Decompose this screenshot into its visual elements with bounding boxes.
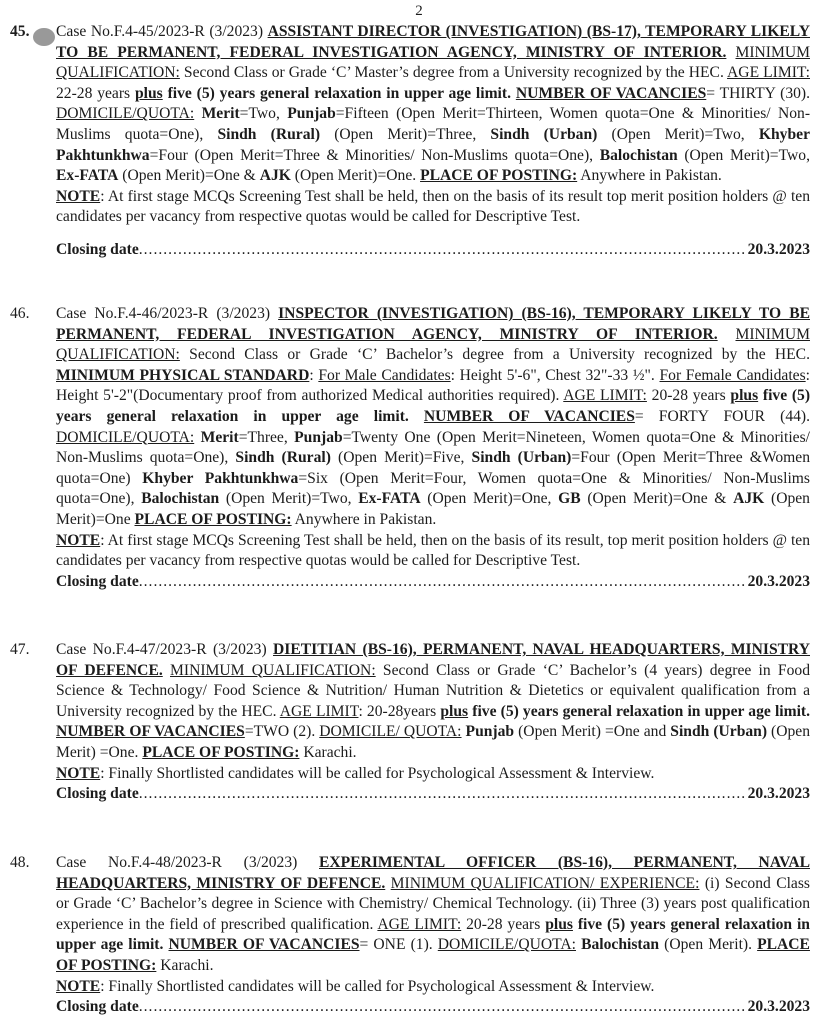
entry-body: Case No.F.4-46/2023-R (3/2023) INSPECTOR (INVESTIGATION) (BS-16), TEMPORARY LIKELY TO BE PERMANENT, FEDERAL INVESTIGATION AGENCY, MINISTRY OF INTERIOR. MINIMUM QUALIFICATION: Second Class or Grade ‘C’ Bachelor’s degree from a University recognized by the HEC. MINIMUM PHYSICAL STANDARD: For Male Candidates: Height 5'-6", Chest 32"-33 ½". For Female Candidates: Height 5'-2"(Documentary proof from authorized Medical authorities required). AGE LIMIT: 20-28 years plus five (5) years general relaxation in upper age limit. NUMBER OF VACANCIES= FORTY FOUR (44). DOMICILE/QUOTA: Merit=Three, Punjab=Twenty One (Open Merit=Nineteen, Women quota=One & Minorities/ Non-Muslims quota=One), Sindh (Rural) (Open Merit)=Five, Sindh (Urban)=Four (Open Merit=Three &Women quota=One) Khyber Pakhtunkhwa=Six (Open Merit=Four, Women quota=One & Minorities/ Non-Muslims quota=One), Balochistan (Open Merit)=Two, Ex-FATA (Open Merit)=One, GB (Open Merit)=One & AJK (Open Merit)=One PLACE OF POSTING: Anywhere in Pakistan. NOTE: At first stage MCQs Screening Test shall be held, then on the basis of its result, top merit position holders @ ten candidates per vacancy from respective quotas would be called for Descriptive Test. Closing date ..... 20.3.2023 <box>56 304 810 592</box>
qualification-label: MINIMUM QUALIFICATION: <box>170 661 376 679</box>
quota-detail: (Open Merit)=One & <box>118 167 260 185</box>
relaxation-text: five (5) years general relaxation in upper age limit. <box>56 915 810 954</box>
posting-text: Anywhere in Pakistan. <box>294 510 437 528</box>
plus-label: plus <box>545 915 573 933</box>
quota-region: Sindh (Urban) <box>490 125 598 143</box>
note-label: NOTE <box>56 531 101 549</box>
posting-label: PLACE OF POSTING: <box>56 936 810 974</box>
quota-region: Balochistan <box>141 490 220 508</box>
closing-date-line <box>56 997 810 1018</box>
entry-number: 46. <box>10 305 30 322</box>
age-limit-text: 20-28 years <box>466 915 541 933</box>
quota-detail: (Open Merit)=One, <box>420 490 559 508</box>
female-candidates-text: : Height 5'-2"(Documentary proof from authorized Medical authorities required). <box>56 366 810 405</box>
note-text: : At first stage MCQs Screening Test shall be held, then on the basis of its result top merit position holders @ ten candidates per vacancy from respective quotas would be called for Descriptive Test. <box>56 187 810 226</box>
domicile-label: DOMICILE/ QUOTA: <box>319 723 462 741</box>
domicile-label: DOMICILE/QUOTA: <box>56 428 195 446</box>
quota-region: Balochistan <box>581 936 660 954</box>
physical-standard-label: MINIMUM PHYSICAL STANDARD <box>56 366 310 384</box>
entry-47 <box>10 640 810 805</box>
closing-date-label: Closing date <box>56 572 139 590</box>
qualification-label: MINIMUM QUALIFICATION/ EXPERIENCE: <box>390 874 700 892</box>
note-text: : Finally Shortlisted candidates will be called for Psychological Assessment & Interview. <box>100 764 655 782</box>
quota-region: Sindh (Urban) <box>471 449 572 467</box>
vacancies-label: NUMBER OF VACANCIES <box>56 723 245 741</box>
quota-detail: (Open Merit)=Three, <box>320 125 491 143</box>
domicile-label: DOMICILE/QUOTA: <box>56 105 195 123</box>
quota-detail: =Four (Open Merit=Three &Women quota=One) <box>56 449 810 487</box>
quota-detail: (Open Merit)=Two, <box>219 490 359 508</box>
age-limit-label: AGE LIMIT: <box>563 387 647 405</box>
age-limit-label: AGE LIMIT <box>279 702 359 720</box>
closing-date-line <box>56 572 810 593</box>
quota-region: Merit <box>200 428 239 446</box>
quota-region: AJK <box>733 490 765 508</box>
quota-region: Merit <box>201 105 240 123</box>
posting-label: PLACE OF POSTING: <box>142 743 300 761</box>
quota-detail: (Open Merit)=Two, <box>597 125 759 143</box>
relaxation-text: five (5) years general relaxation in upper age limit. <box>56 387 811 425</box>
closing-date-label: Closing date <box>56 998 139 1016</box>
quota-detail: =Two, <box>239 105 288 123</box>
posting-text: Karachi. <box>303 743 357 761</box>
vacancies-text: = ONE (1). <box>359 936 433 954</box>
entry-body <box>56 853 810 1018</box>
entry-number: 47. <box>10 641 30 658</box>
plus-label: plus <box>730 387 759 405</box>
note-label: NOTE <box>56 977 101 995</box>
posting-label: PLACE OF POSTING: <box>134 510 292 528</box>
quota-region: Ex-FATA <box>56 167 119 185</box>
age-limit-text: 20-28 years <box>651 387 726 405</box>
age-limit-label: AGE LIMIT: <box>377 915 462 933</box>
post-title: EXPERIMENTAL OFFICER (BS-16), PERMANENT, NAVAL HEADQUARTERS, MINISTRY OF DEFENCE. <box>56 854 810 892</box>
plus-label: plus <box>440 702 469 720</box>
quota-detail: =Three, <box>238 428 295 446</box>
quota-detail: (Open Merit)=One & <box>580 490 734 508</box>
quota-region: GB <box>558 490 581 508</box>
case-number: Case No.F.4-45/2023-R (3/2023) <box>56 23 264 40</box>
plus-label: plus <box>134 84 163 102</box>
quota-region: Punjab <box>465 723 515 741</box>
note-text: : At first stage MCQs Screening Test shall be held, then on the basis of its result, top merit position holders @ ten candidates per vacancy from respective quotas would be called for Descriptive Test. <box>56 531 810 570</box>
note <box>56 187 810 228</box>
note-label: NOTE <box>56 764 101 782</box>
quota-region: Khyber Pakhtunkhwa <box>142 469 299 487</box>
posting-text: Karachi. <box>160 956 214 974</box>
entry-number: 48. <box>10 854 30 871</box>
quota-region: Sindh (Urban) <box>670 723 768 741</box>
male-candidates-label: For Male Candidates <box>318 366 451 384</box>
leader-dots <box>139 240 746 261</box>
case-number: Case No.F.4-47/2023-R (3/2023) <box>56 641 267 658</box>
qualification-text: (i) Second Class or Grade ‘C’ Bachelor’s degree in Science with Chemistry/ Chemical Technology. (ii) Three (3) years post qualification experience in the field of prescribed qualification. <box>56 874 810 933</box>
quota-detail: (Open Merit) =One and <box>514 723 671 741</box>
leader-dots <box>139 997 746 1018</box>
closing-date-value: 20.3.2023 <box>747 785 810 803</box>
quota-region: Balochistan <box>599 146 678 164</box>
note <box>56 531 810 572</box>
post-title: INSPECTOR (INVESTIGATION) (BS-16), TEMPORARY LIKELY TO BE PERMANENT, FEDERAL INVESTIGATION AGENCY, MINISTRY OF INTERIOR. <box>56 305 810 343</box>
page-number: 2 <box>415 3 423 19</box>
qualification-label: MINIMUM QUALIFICATION: <box>56 43 810 82</box>
quota-detail: =Six (Open Merit=Four, Women quota=One & Minorities/ Non-Muslims quota=One), <box>56 469 810 508</box>
male-candidates-text: : Height 5'-6", Chest 32"-33 ½". <box>450 366 655 384</box>
closing-date-label: Closing date <box>56 240 139 258</box>
closing-date-value: 20.3.2023 <box>747 998 810 1016</box>
post-title: ASSISTANT DIRECTOR (INVESTIGATION) (BS-17), TEMPORARY LIKELY TO BE PERMANENT, FEDERAL INVESTIGATION AGENCY, MINISTRY OF INTERIOR. <box>56 23 810 61</box>
qualification-label: MINIMUM QUALIFICATION: <box>56 325 810 364</box>
qualification-text: Second Class or Grade ‘C’ Bachelor’s degree from a University recognized by the HEC. <box>189 346 810 364</box>
quota-detail: =Twenty One (Open Merit=Nineteen, Women quota=One & Minorities/ Non-Muslims quota=One), <box>56 428 810 467</box>
quota-region: Khyber Pakhtunkhwa <box>56 125 810 164</box>
quota-detail: (Open Merit) =One. <box>56 723 811 761</box>
age-limit-text: : 20-28years <box>358 702 437 720</box>
posting-text: Anywhere in Pakistan. <box>580 167 722 185</box>
closing-date-line <box>56 240 810 261</box>
quota-detail: =Fifteen (Open Merit=Thirteen, Women quota=One & Minorities/ Non-Muslims quota=One), <box>56 105 811 143</box>
quota-detail: (Open Merit)=Two, <box>677 146 810 164</box>
relaxation-text: five (5) years general relaxation in upper age limit. <box>167 84 511 102</box>
entry-45 <box>10 22 810 261</box>
quota-region: Ex-FATA <box>358 490 421 508</box>
posting-label: PLACE OF POSTING: <box>420 167 578 185</box>
closing-date-label: Closing date <box>56 785 139 803</box>
age-limit-text: 22-28 years <box>56 84 131 102</box>
vacancies-label: NUMBER OF VACANCIES <box>515 84 707 102</box>
closing-date-value: 20.3.2023 <box>747 240 810 258</box>
quota-detail: (Open Merit)=One <box>56 490 810 528</box>
qualification-text: Second Class or Grade ‘C’ Bachelor’s (4 years) degree in Food Science & Technology/ Food Science & Nutrition/ Human Nutrition & Dietetics or equivalent qualification from a University recognized by the HEC. <box>56 661 810 720</box>
entry-body <box>56 22 810 261</box>
quota-region: Sindh (Rural) <box>217 125 321 143</box>
qualification-text: Second Class or Grade ‘C’ Master’s degree from a University recognized by the HEC. <box>183 64 724 82</box>
quota-detail: =Four (Open Merit=Three & Minorities/ Non-Muslims quota=One), <box>149 146 600 164</box>
closing-date-value: 20.3.2023 <box>747 572 810 590</box>
vacancies-label: NUMBER OF VACANCIES <box>423 407 635 425</box>
note-label: NOTE <box>56 187 101 205</box>
female-candidates-label: For Female Candidates <box>659 366 806 384</box>
domicile-quota <box>581 936 757 953</box>
quota-detail: (Open Merit)=One. <box>290 167 421 185</box>
quota-region: Punjab <box>287 105 336 123</box>
note <box>56 764 810 785</box>
quota-region: Sindh (Rural) <box>235 449 331 467</box>
entry-number: 45. <box>10 23 30 40</box>
entry-46 <box>10 304 810 592</box>
case-number: Case No.F.4-48/2023-R (3/2023) <box>56 854 298 871</box>
entry-body <box>56 640 810 805</box>
domicile-label: DOMICILE/QUOTA: <box>437 936 576 954</box>
vacancies-text: = FORTY FOUR (44). <box>634 407 811 425</box>
leader-dots <box>139 784 746 805</box>
quota-region: Punjab <box>294 428 343 446</box>
vacancies-text: = THIRTY (30). <box>706 84 811 102</box>
note <box>56 977 810 998</box>
quota-detail: (Open Merit). <box>659 936 758 954</box>
age-limit-label: AGE LIMIT: <box>727 64 810 82</box>
vacancies-text: =TWO (2). <box>244 723 316 741</box>
leader-dots <box>139 572 746 593</box>
closing-date-line <box>56 784 810 805</box>
relaxation-text: five (5) years general relaxation in upper age limit. <box>472 702 811 720</box>
quota-detail: (Open Merit)=Five, <box>330 449 472 467</box>
post-title: DIETITIAN (BS-16), PERMANENT, NAVAL HEADQUARTERS, MINISTRY OF DEFENCE. <box>56 641 810 679</box>
note-text: : Finally Shortlisted candidates will be called for Psychological Assessment & Interview. <box>100 977 655 995</box>
case-number: Case No.F.4-46/2023-R (3/2023) <box>56 305 271 322</box>
vacancies-label: NUMBER OF VACANCIES <box>168 936 360 954</box>
quota-region: AJK <box>259 167 291 185</box>
entry-48 <box>10 853 810 1018</box>
